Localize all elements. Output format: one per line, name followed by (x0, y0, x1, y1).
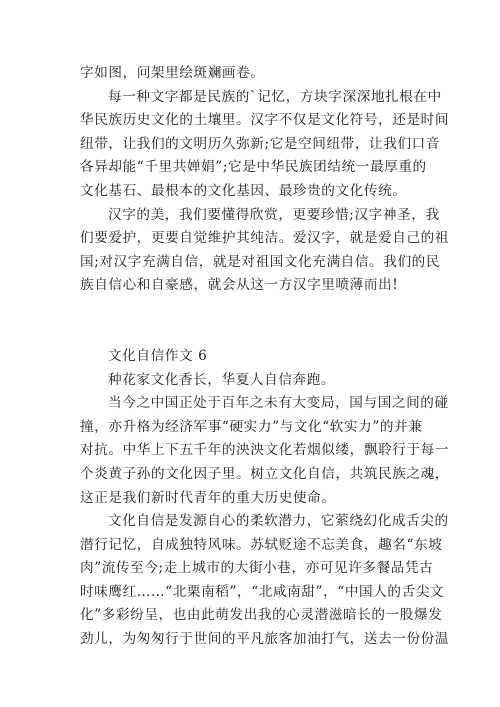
section-title: 文化自信作文 6 (108, 347, 208, 364)
paragraph-line: 撞，亦升格为经济军事“硬实力”与文化“软实力”的并兼 (80, 418, 423, 435)
paragraph-line: 们要爱护，更要自觉维护其纯洁。爱汉字，就是爱自己的祖 (80, 230, 450, 247)
document-page (80, 62, 450, 652)
paragraph (80, 86, 450, 204)
section-gap (80, 298, 430, 345)
paragraph-line: 个炎黄子孙的文化因子里。树立文化自信，共筑民族之魂， (80, 465, 450, 482)
paragraph-line: 肉”流传至今;走上城市的大街小巷，亦可见许多餐品凭古 (80, 560, 434, 577)
paragraph (80, 62, 430, 86)
paragraph (80, 392, 450, 510)
paragraph-line: 化”多彩纷呈，也由此萌发出我的心灵潜滋暗长的一股爆发 (80, 607, 443, 624)
paragraph-line: 文化基石、最根本的文化基因、最珍贵的文化传统。 (80, 182, 407, 199)
paragraph (80, 369, 430, 393)
paragraph-line: 族自信心和自豪感，就会从这一方汉字里喷薄而出! (80, 277, 399, 294)
paragraph-line: 纽带，让我们的文明历久弥新;它是空间纽带，让我们口音 (80, 135, 441, 152)
paragraph-line: 当今之中国正处于百年之未有大变局，国与国之间的碰 (108, 395, 449, 412)
paragraph-line: 时味鹰红……“北栗南稻”，“北咸南甜”，“中国人的舌尖文 (80, 583, 445, 600)
paragraph-line: 华民族历史文化的土壤里。汉字不仅是文化符号，还是时间 (80, 112, 450, 129)
paragraph (80, 204, 450, 298)
paragraph-line: 种花家文化香长，华夏人自信奔跑。 (108, 371, 336, 388)
top-paragraphs (80, 62, 450, 298)
paragraph-line: 文化自信是发源自心的柔软潜力，它萦绕幻化成舌尖的 (108, 513, 449, 530)
paragraph-line: 各异却能“千里共婵娟”;它是中华民族团结统一最厚重的 (80, 159, 427, 176)
paragraph-line: 潜行记忆，自成独特风味。苏轼贬途不忘美食，趣名“东坡 (80, 536, 443, 553)
paragraph-line: 国;对汉字充满自信，就是对祖国文化充满自信。我们的民 (80, 253, 441, 270)
paragraph (80, 510, 450, 652)
paragraph-line: 劲儿，为匆匆行于世间的平凡旅客加油打气，送去一份份温 (80, 631, 450, 648)
paragraph-line: 汉字的美，我们要懂得欣赏，更要珍惜;汉字神圣，我 (108, 206, 440, 223)
paragraph-line: 每一种文字都是民族的`记忆，方块字深深地扎根在中 (108, 88, 442, 105)
paragraph-line: 这正是我们新时代青年的重大历史使命。 (80, 489, 336, 506)
paragraph-line: 字如图，问架里绘斑斓画卷。 (80, 65, 265, 81)
bottom-paragraphs (80, 369, 450, 652)
paragraph-line: 对抗。中华上下五千年的泱泱文化若烟似缕，飘聆行于每一 (80, 442, 450, 459)
